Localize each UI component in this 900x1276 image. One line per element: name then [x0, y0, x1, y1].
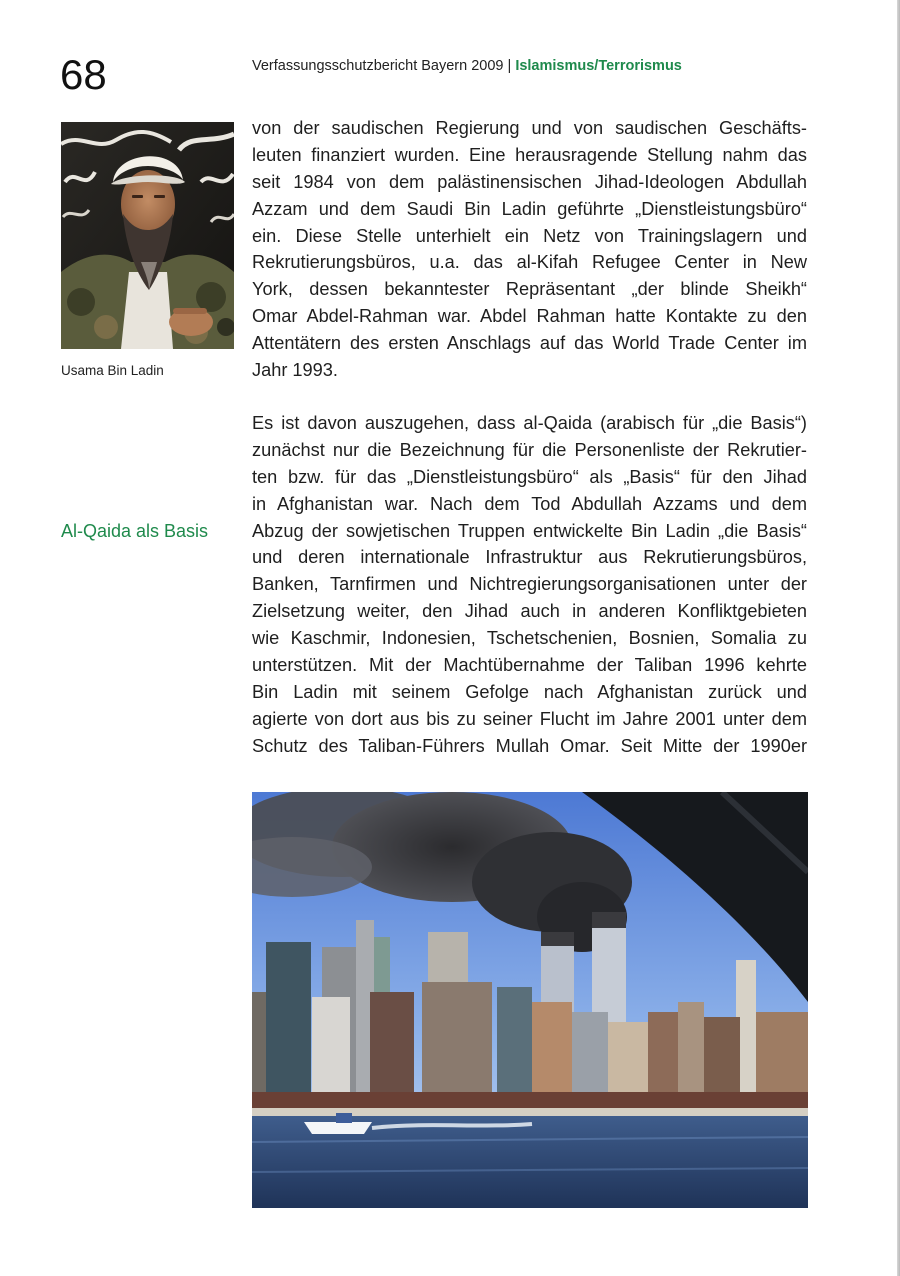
portrait-photo: [61, 122, 234, 349]
header-publication: Verfassungsschutzbericht Bayern 2009 |: [252, 58, 516, 74]
text-line: Zielsetzung weiter, den Jihad auch in anderen Konfliktgebieten: [252, 601, 807, 622]
text-line: Attentätern des ersten Anschlags auf das World Trade Center im: [252, 333, 807, 354]
text-line: Es ist davon auszugehen, dass al-Qaida (arabisch für „die Basis“): [252, 413, 807, 433]
text-line: Schutz des Taliban-Führers Mullah Omar. Seit Mitte der 1990er: [252, 735, 807, 756]
text-line: York, dessen bekanntester Repräsentant „der blinde Sheikh“: [252, 279, 807, 300]
text-line: wie Kaschmir, Indonesien, Tschetschenien, Bosnien, Somalia zu: [252, 628, 807, 649]
running-header: [252, 57, 682, 75]
text-line: Rekrutierungsbüros, u.a. das al-Kifah Refugee Center in New: [252, 252, 807, 273]
paragraph-1: [252, 115, 807, 384]
text-line: Azzam und dem Saudi Bin Ladin geführte „Dienstleistungsbüro“: [252, 198, 807, 219]
paragraph-2: [252, 410, 807, 760]
text-line: in Afghanistan war. Nach dem Tod Abdullah Azzams und dem: [252, 493, 807, 514]
text-line: Abzug der sowjetischen Truppen entwickelte Bin Ladin „die Basis“: [252, 520, 807, 541]
text-line: zunächst nur die Bezeichnung für die Personenliste der Rekrutier-: [252, 439, 807, 460]
skyline-photo: [252, 792, 808, 1208]
text-line: Jahr 1993.: [252, 360, 338, 381]
page-number: 68: [60, 51, 107, 98]
text-line: unterstützen. Mit der Machtübernahme der Taliban 1996 kehrte: [252, 655, 807, 676]
text-line: von der saudischen Regierung und von saudischen Geschäfts-: [252, 118, 807, 138]
text-line: Bin Ladin mit seinem Gefolge nach Afghanistan zurück und: [252, 681, 807, 702]
margin-heading: Al-Qaida als Basis: [61, 521, 209, 541]
header-section: Islamismus/Terrorismus: [515, 58, 682, 74]
text-line: agierte von dort aus bis zu seiner Flucht im Jahre 2001 unter dem: [252, 708, 807, 729]
text-line: ten bzw. für das „Dienstleistungsbüro“ als „Basis“ für den Jihad: [252, 466, 807, 487]
text-line: ein. Diese Stelle unterhielt ein Netz von Trainingslagern und: [252, 225, 807, 246]
text-line: seit 1984 von dem palästinensischen Jihad-Ideologen Abdullah: [252, 171, 807, 192]
text-line: und deren internationale Infrastruktur aus Rekrutierungsbüros,: [252, 547, 807, 568]
text-line: leuten finanziert wurden. Eine herausragende Stellung nahm das: [252, 144, 807, 165]
portrait-caption: Usama Bin Ladin: [61, 363, 164, 378]
text-line: Banken, Tarnfirmen und Nichtregierungsorganisationen unter der: [252, 574, 807, 595]
text-line: Omar Abdel-Rahman war. Abdel Rahman hatte Kontakte zu den: [252, 306, 807, 327]
